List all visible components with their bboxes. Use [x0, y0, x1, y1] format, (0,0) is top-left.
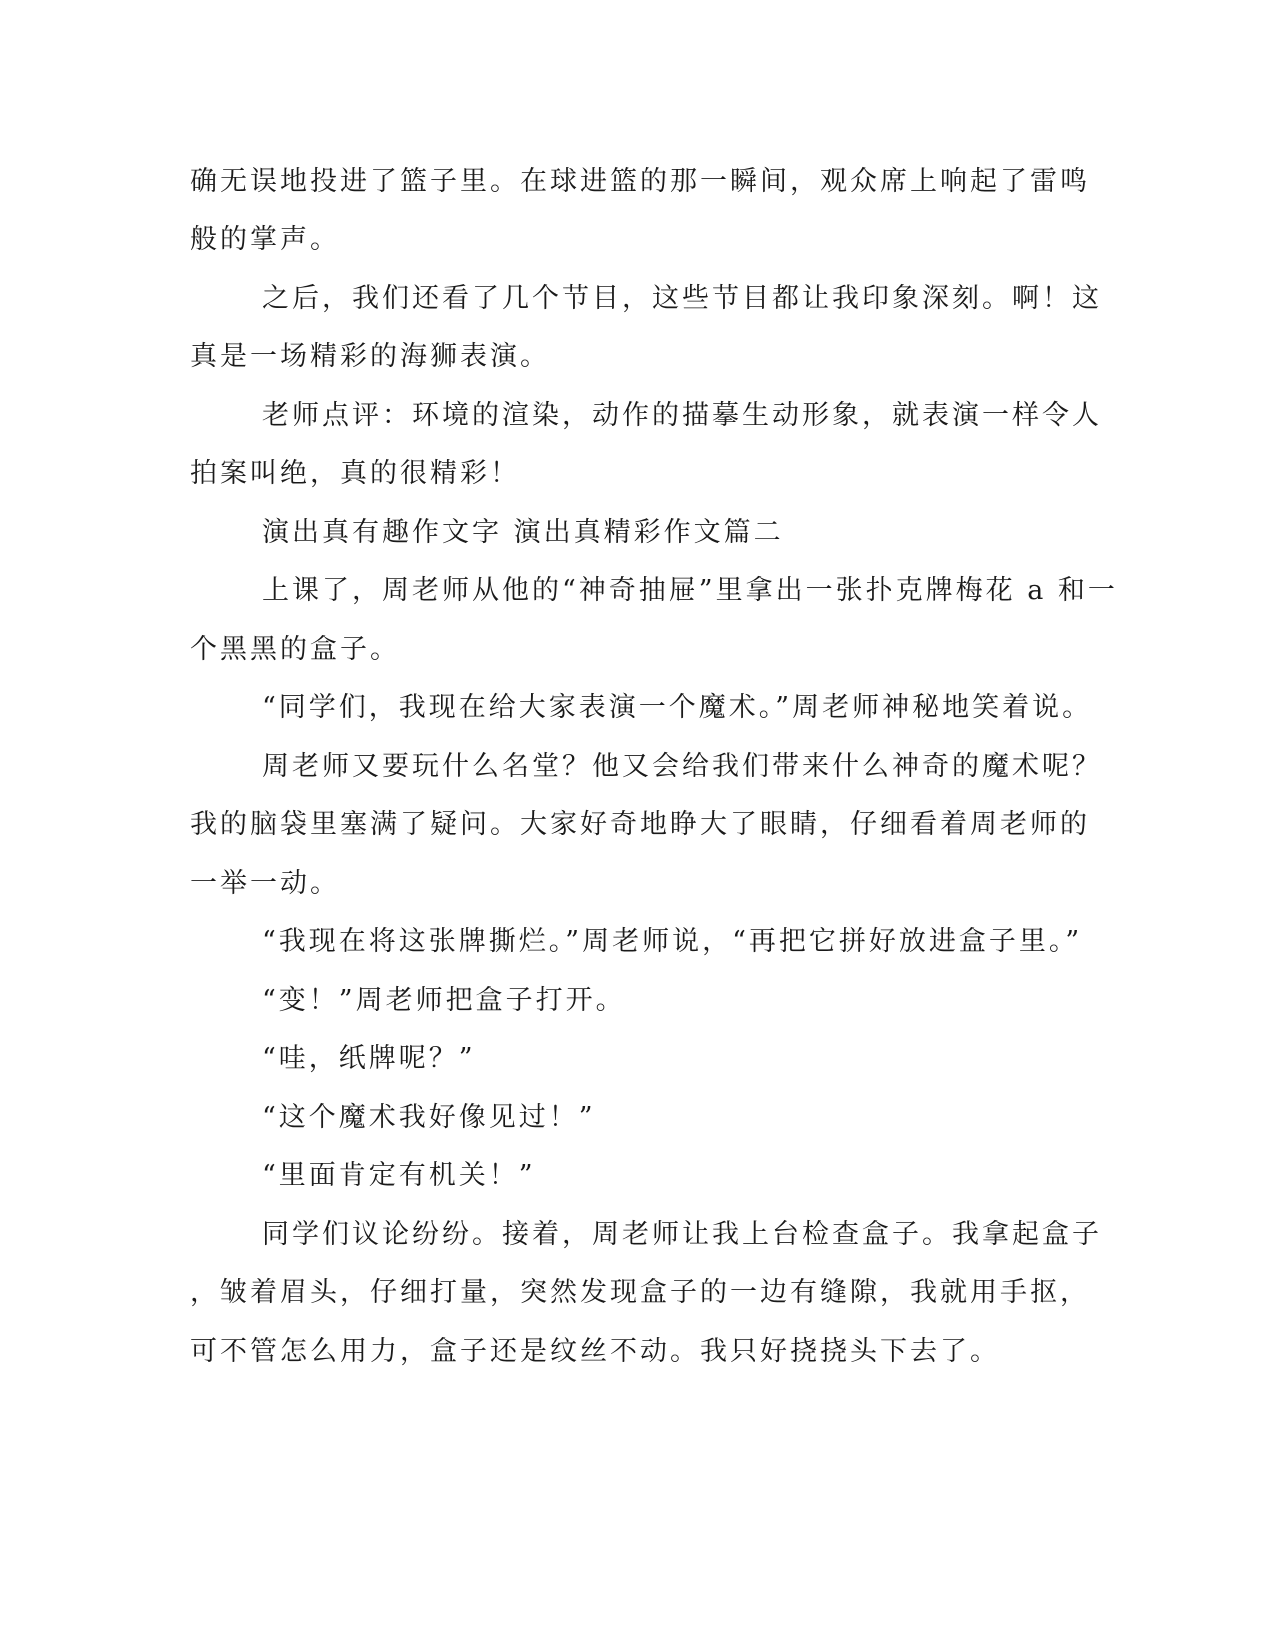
text-line: “变！”周老师把盒子打开。	[262, 985, 626, 1016]
text-line: 般的掌声。	[190, 224, 340, 255]
text-line: 上课了，周老师从他的“神奇抽屉”里拿出一张扑克牌梅花 a 和一	[262, 575, 1118, 606]
text-line: 同学们议论纷纷。接着，周老师让我上台检查盒子。我拿起盒子	[262, 1219, 1102, 1250]
text-line: “我现在将这张牌撕烂。”周老师说，“再把它拼好放进盒子里。”	[262, 926, 1083, 957]
text-line: “里面肯定有机关！”	[262, 1160, 536, 1191]
text-line: 老师点评：环境的渲染，动作的描摹生动形象，就表演一样令人	[262, 400, 1102, 431]
text-line: 拍案叫绝，真的很精彩！	[190, 458, 520, 489]
text-line: 之后，我们还看了几个节目，这些节目都让我印象深刻。啊！这	[262, 283, 1102, 314]
text-line: 可不管怎么用力，盒子还是纹丝不动。我只好挠挠头下去了。	[190, 1336, 1000, 1367]
text-line: “同学们，我现在给大家表演一个魔术。”周老师神秘地笑着说。	[262, 692, 1093, 723]
text-line: ，皱着眉头，仔细打量，突然发现盒子的一边有缝隙，我就用手抠，	[190, 1277, 1090, 1308]
text-line: 个黑黑的盒子。	[190, 634, 400, 665]
text-line: 确无误地投进了篮子里。在球进篮的那一瞬间，观众席上响起了雷鸣	[190, 166, 1090, 197]
section-heading: 演出真有趣作文字 演出真精彩作文篇二	[262, 517, 784, 548]
text-line: 一举一动。	[190, 868, 340, 899]
text-line: 真是一场精彩的海狮表演。	[190, 341, 550, 372]
text-line: “哇，纸牌呢？”	[262, 1043, 476, 1074]
text-line: 周老师又要玩什么名堂？他又会给我们带来什么神奇的魔术呢？	[262, 751, 1102, 782]
text-line: “这个魔术我好像见过！”	[262, 1102, 596, 1133]
text-line: 我的脑袋里塞满了疑问。大家好奇地睁大了眼睛，仔细看着周老师的	[190, 809, 1090, 840]
